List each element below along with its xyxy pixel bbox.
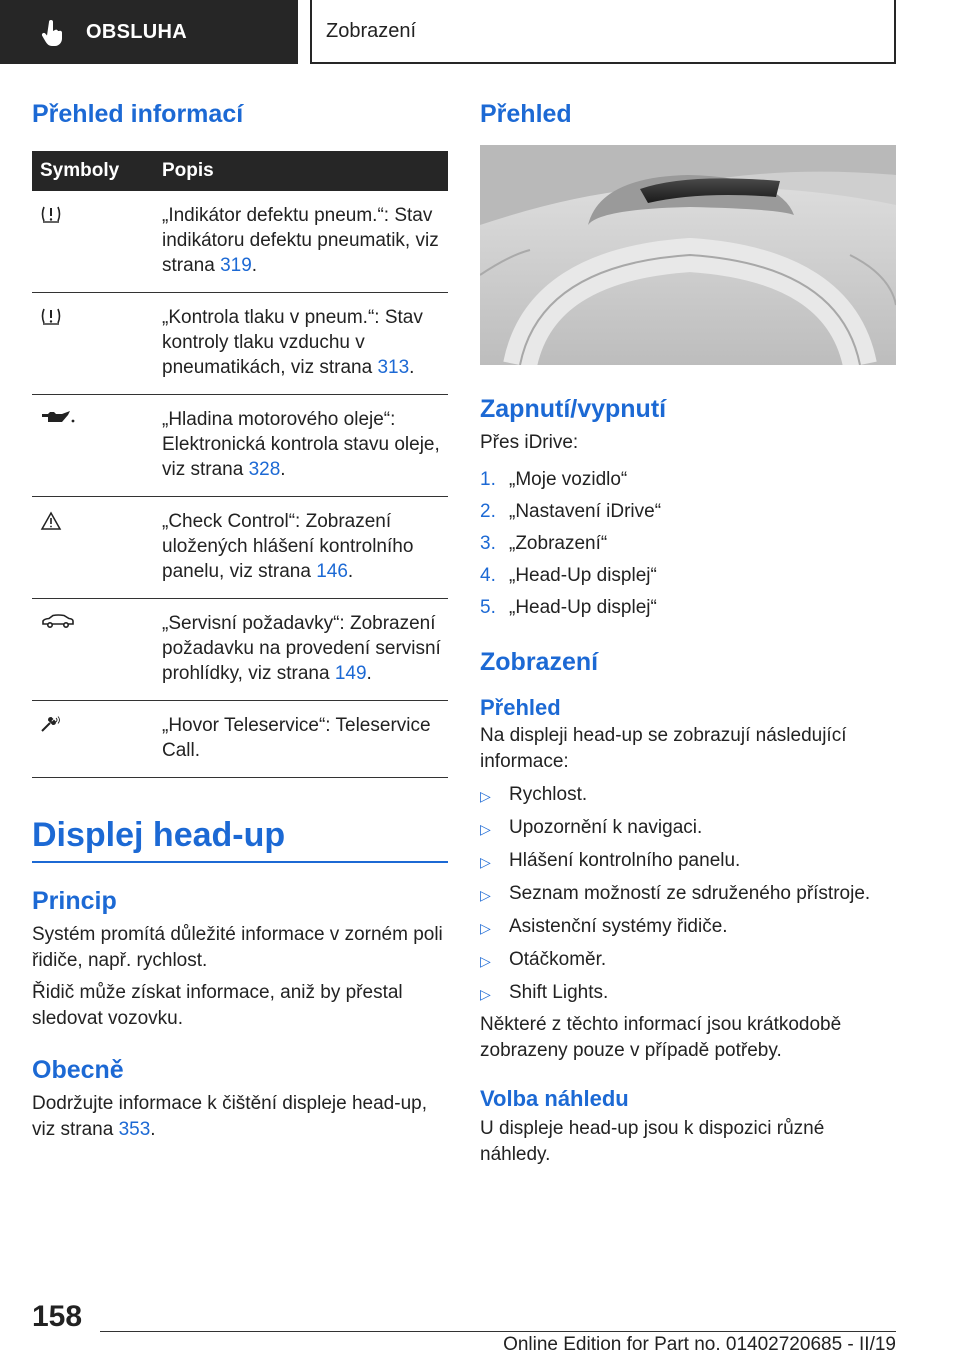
page-link-149[interactable]: 149 bbox=[334, 663, 367, 684]
list-item: 3. „Zobrazení“ bbox=[480, 533, 608, 554]
list-item: ▷ Hlášení kontrolního panelu. bbox=[480, 845, 896, 878]
display-note: Některé z těchto informací jsou krátkodobě zobrazeny pouze v případě potřeby. bbox=[480, 1014, 842, 1061]
page-link-328[interactable]: 328 bbox=[248, 459, 281, 480]
table-row bbox=[32, 191, 448, 293]
row-description: „Check Control“: Zobrazení uložených hlášení kontrolního panelu, viz strana 146. bbox=[156, 497, 448, 599]
view-selection-title: Volba náhledu bbox=[480, 1086, 629, 1111]
row-description: „Hovor Teleservice“: Teleservice Call. bbox=[156, 701, 448, 778]
tire-defect-icon bbox=[40, 205, 62, 223]
bullet-triangle-icon: ▷ bbox=[480, 821, 491, 837]
table-row bbox=[32, 497, 448, 599]
page-header bbox=[0, 0, 960, 66]
list-item: ▷ Rychlost. bbox=[480, 779, 896, 812]
principle-paragraph-2: Řidič může získat informace, aniž by přestal sledovat vozovku. bbox=[32, 982, 403, 1029]
bullet-triangle-icon: ▷ bbox=[480, 788, 491, 804]
bullet-triangle-icon: ▷ bbox=[480, 854, 491, 870]
oil-can-icon bbox=[40, 409, 76, 425]
bullet-triangle-icon: ▷ bbox=[480, 953, 491, 969]
list-item: ▷ Asistenční systémy řidiče. bbox=[480, 911, 896, 944]
list-item: ▷ Shift Lights. bbox=[480, 977, 896, 1010]
table-row bbox=[32, 701, 448, 778]
edition-text: Online Edition for Part no. 01402720685 - II/19 bbox=[503, 1334, 896, 1355]
view-selection-text: U displeje head-up jsou k dispozici různé náhledy. bbox=[480, 1118, 825, 1165]
warning-triangle-icon bbox=[40, 511, 62, 531]
row-description: „Hladina motorového oleje“: Elektronická kontrola stavu oleje, viz strana 328. bbox=[156, 395, 448, 497]
page-link-319[interactable]: 319 bbox=[220, 255, 252, 276]
head-up-display-photo bbox=[480, 145, 896, 365]
table-row bbox=[32, 599, 448, 701]
wrench-call-icon bbox=[40, 715, 62, 733]
display-overview-title: Přehled bbox=[480, 695, 561, 720]
row-description: „Kontrola tlaku v pneum.“: Stav kontroly tlaku vzduchu v pneumatikách, viz strana 313. bbox=[156, 293, 448, 395]
col-symbols-header: Symboly bbox=[32, 151, 156, 191]
display-title: Zobrazení bbox=[480, 648, 599, 676]
page-link-146[interactable]: 146 bbox=[316, 561, 348, 582]
general-paragraph: Dodržujte informace k čištění displeje head-up, viz strana 353. bbox=[32, 1093, 427, 1140]
hand-pointer-icon bbox=[40, 20, 66, 48]
list-item: ▷ Upozornění k navigaci. bbox=[480, 812, 896, 845]
footer-rule bbox=[100, 1331, 896, 1332]
overview-title: Přehled bbox=[480, 100, 572, 128]
general-title: Obecně bbox=[32, 1056, 124, 1084]
list-item: 5. „Head-Up displej“ bbox=[480, 597, 657, 618]
symbols-table bbox=[32, 151, 448, 778]
page-link-313[interactable]: 313 bbox=[377, 357, 410, 378]
overview-info-title: Přehled informací bbox=[32, 100, 244, 128]
table-row bbox=[32, 395, 448, 497]
chapter-tab-label: Zobrazení bbox=[326, 19, 417, 42]
list-item: ▷ Seznam možností ze sdruženého přístroje. bbox=[480, 878, 896, 911]
bullet-triangle-icon: ▷ bbox=[480, 986, 491, 1002]
principle-paragraph-1: Systém promítá důležité informace v zorném poli řidiče, např. rychlost. bbox=[32, 924, 443, 971]
title-rule bbox=[32, 861, 448, 863]
page-number: 158 bbox=[32, 1300, 83, 1333]
chapter-tab bbox=[310, 0, 896, 64]
principle-title: Princip bbox=[32, 887, 117, 915]
steps-list bbox=[480, 464, 896, 624]
left-column bbox=[32, 100, 448, 1143]
dashboard-illustration bbox=[480, 145, 896, 365]
on-off-intro: Přes iDrive: bbox=[480, 432, 579, 453]
display-items-list bbox=[480, 779, 896, 1010]
col-description-header: Popis bbox=[156, 151, 448, 191]
section-tab-label: OBSLUHA bbox=[86, 20, 187, 43]
list-item: 1. „Moje vozidlo“ bbox=[480, 469, 628, 490]
on-off-title: Zapnutí/vypnutí bbox=[480, 395, 667, 423]
list-item: 2. „Nastavení iDrive“ bbox=[480, 501, 662, 522]
row-description: „Indikátor defektu pneum.“: Stav indikátoru defektu pneumatik, viz strana 319. bbox=[156, 191, 448, 293]
list-item: 4. „Head-Up displej“ bbox=[480, 565, 657, 586]
row-description: „Servisní požadavky“: Zobrazení požadavku na provedení servisní prohlídky, viz strana 149. bbox=[156, 599, 448, 701]
display-intro: Na displeji head-up se zobrazují následující informace: bbox=[480, 725, 847, 772]
tire-pressure-icon bbox=[40, 307, 62, 325]
car-service-icon bbox=[40, 613, 76, 629]
page-link-353[interactable]: 353 bbox=[118, 1119, 151, 1140]
table-row bbox=[32, 293, 448, 395]
bullet-triangle-icon: ▷ bbox=[480, 920, 491, 936]
bullet-triangle-icon: ▷ bbox=[480, 887, 491, 903]
right-column bbox=[480, 100, 896, 1168]
section-tab bbox=[0, 0, 298, 64]
hud-title: Displej head-up bbox=[32, 816, 286, 854]
list-item: ▷ Otáčkoměr. bbox=[480, 944, 896, 977]
